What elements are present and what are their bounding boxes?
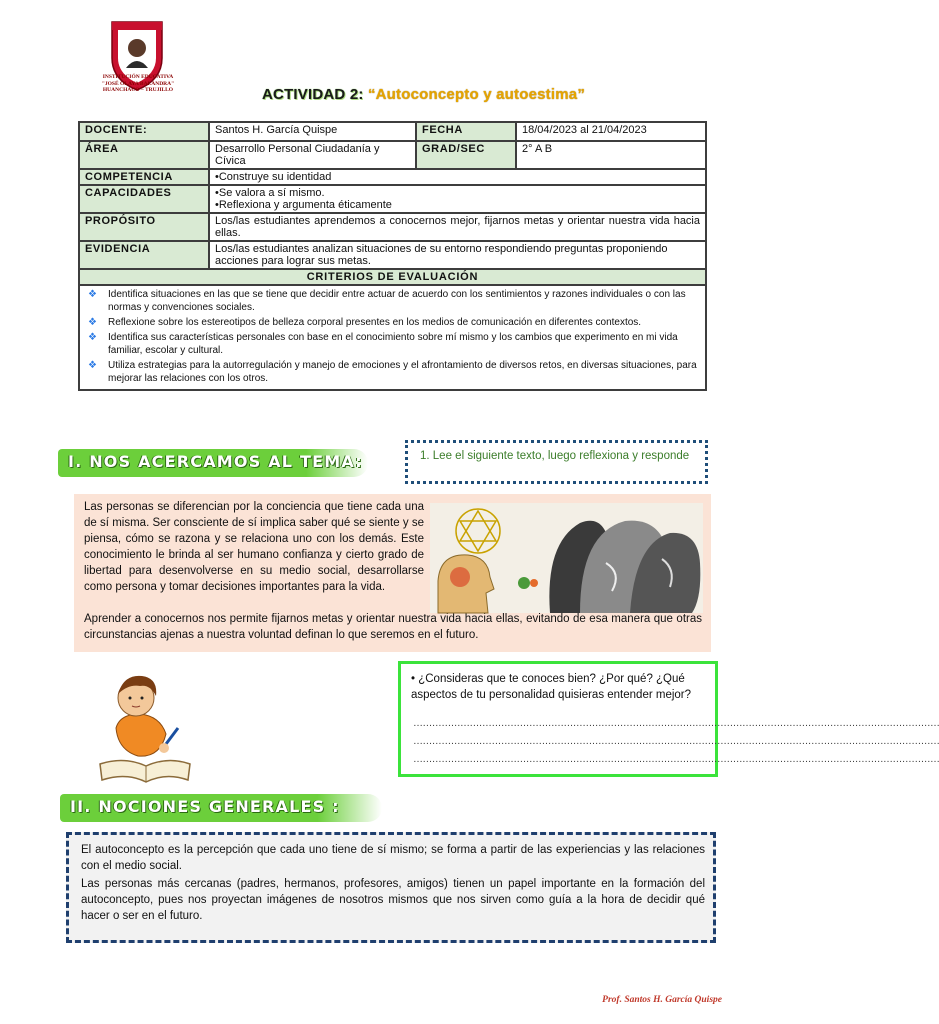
competencia-value: •Construye su identidad [209, 169, 706, 185]
docente-value: Santos H. García Quispe [209, 122, 416, 141]
criterio-item: ❖ Utiliza estrategias para la autorregulación y manejo de emociones y el afrontamiento de diversos retos, en diversas situaciones, para mejorar las relaciones con los otros. [88, 360, 697, 384]
capacidad-2: •Reflexiona y argumenta éticamente [215, 199, 392, 211]
reading-paragraph-1: Las personas se diferencian por la conciencia que tiene cada una de sí misma. Ser consciente de sí implica saber qué se siente y se piensa, cómo se razona y se relaciona uno con los demás. Este conocimiento le brinda al ser humano confianza y cierto grado de libertad para desenvolverse en su medio social, desarrollarse como persona y tomar decisiones importantes para la vida. [84, 501, 424, 593]
activity-number: ACTIVIDAD 2: [262, 86, 368, 103]
diamond-bullet-icon: ❖ [88, 332, 97, 343]
section-2-banner [60, 794, 382, 822]
nociones-paragraph-1: El autoconcepto es la percepción que cada uno tiene de sí mismo; se forma a partir de las experiencias y las relaciones con el medio social. [81, 844, 705, 872]
capacidades-label: CAPACIDADES [79, 185, 209, 213]
capacidad-1: •Se valora a sí mismo. [215, 187, 325, 199]
diamond-bullet-icon: ❖ [88, 289, 97, 300]
criterio-item: ❖ Identifica situaciones en las que se tiene que decidir entre actuar de acuerdo con los sentimientos y razones individuales o con las normas y convenciones sociales. [88, 289, 686, 313]
reflection-question-box [398, 661, 939, 777]
answer-line[interactable]: …………………………………………………………………………………………………………………………………………………… [413, 754, 939, 765]
reflection-question: • ¿Consideras que te conoces bien? ¿Por qué? ¿Qué aspectos de tu personalidad quisieras entender mejor? [411, 673, 692, 701]
section-1-title: I. NOS ACERCAMOS AL TEMA: [68, 452, 363, 471]
nociones-paragraph-2: Las personas más cercanas (padres, hermanos, profesores, amigos) tienen un papel importante en la formación del autoconcepto, pues nos proyectan imágenes de nosotros mismos que nos sirven como guía a la hora de decidir qué hacer o ser en el futuro. [81, 878, 705, 922]
activity-title [262, 86, 585, 103]
docente-label: DOCENTE: [79, 122, 209, 141]
criterio-item: ❖ Reflexione sobre los estereotipos de belleza corporal presentes en los medios de comunicación en diferentes contextos. [88, 317, 642, 328]
activity-info-table [78, 121, 707, 391]
student-writing-illustration [94, 668, 194, 788]
nociones-box [66, 832, 716, 943]
section-2-title: II. NOCIONES GENERALES : [70, 797, 340, 816]
diamond-bullet-icon: ❖ [88, 317, 97, 328]
competencia-label: COMPETENCIA [79, 169, 209, 185]
fecha-label: FECHA [416, 122, 516, 141]
answer-line[interactable]: …………………………………………………………………………………………………………………………………………………… [413, 736, 939, 747]
school-line-2: "JOSÉ OLAYA BALANDRA" [101, 80, 175, 87]
diamond-bullet-icon: ❖ [88, 360, 97, 371]
self-concept-illustration [430, 503, 703, 613]
criterio-item: ❖ Identifica sus características personales con base en el conocimiento sobre mí mismo y los cambios que experimento en mi vida familiar, escolar y cultural. [88, 332, 678, 356]
area-value: Desarrollo Personal Ciudadanía y Cívica [209, 141, 416, 169]
school-name [88, 74, 188, 94]
school-line-1: INSTITUCIÓN EDUCATIVA [102, 74, 174, 80]
teacher-signature: Prof. Santos H. García Quispe [602, 995, 722, 1005]
proposito-label: PROPÓSITO [79, 213, 209, 241]
evidencia-value: Los/las estudiantes analizan situaciones de su entorno respondiendo preguntas proponiendo acciones para lograr sus metas. [209, 241, 706, 269]
criterios-header: CRITERIOS DE EVALUACIÓN [79, 269, 706, 285]
criterios-list [80, 286, 705, 389]
evidencia-label: EVIDENCIA [79, 241, 209, 269]
fecha-value: 18/04/2023 al 21/04/2023 [516, 122, 706, 141]
school-line-3: HUANCHACO – TRUJILLO [102, 87, 174, 93]
activity-topic: “Autoconcepto y autoestima” [367, 86, 586, 103]
area-label: ÁREA [79, 141, 209, 169]
instruction-box [405, 440, 708, 484]
instruction-text: 1. Lee el siguiente texto, luego reflexiona y responde [420, 450, 690, 462]
proposito-value: Los/las estudiantes aprendemos a conocernos mejor, fijarnos metas y orientar nuestra vida hacia ellas. [209, 213, 706, 241]
reading-paragraph-2: Aprender a conocernos nos permite fijarnos metas y orientar nuestra vida hacia ellas, evitando de esa manera que otras circunstancias ajenas a nuestra voluntad definan lo que seremos en el futuro. [84, 613, 702, 641]
gradsec-label: GRAD/SEC [416, 141, 516, 169]
capacidades-value [209, 185, 706, 213]
section-1-banner [58, 449, 368, 477]
answer-line[interactable]: …………………………………………………………………………………………………………………………………………………… [413, 718, 939, 729]
gradsec-value: 2° A B [516, 141, 706, 169]
